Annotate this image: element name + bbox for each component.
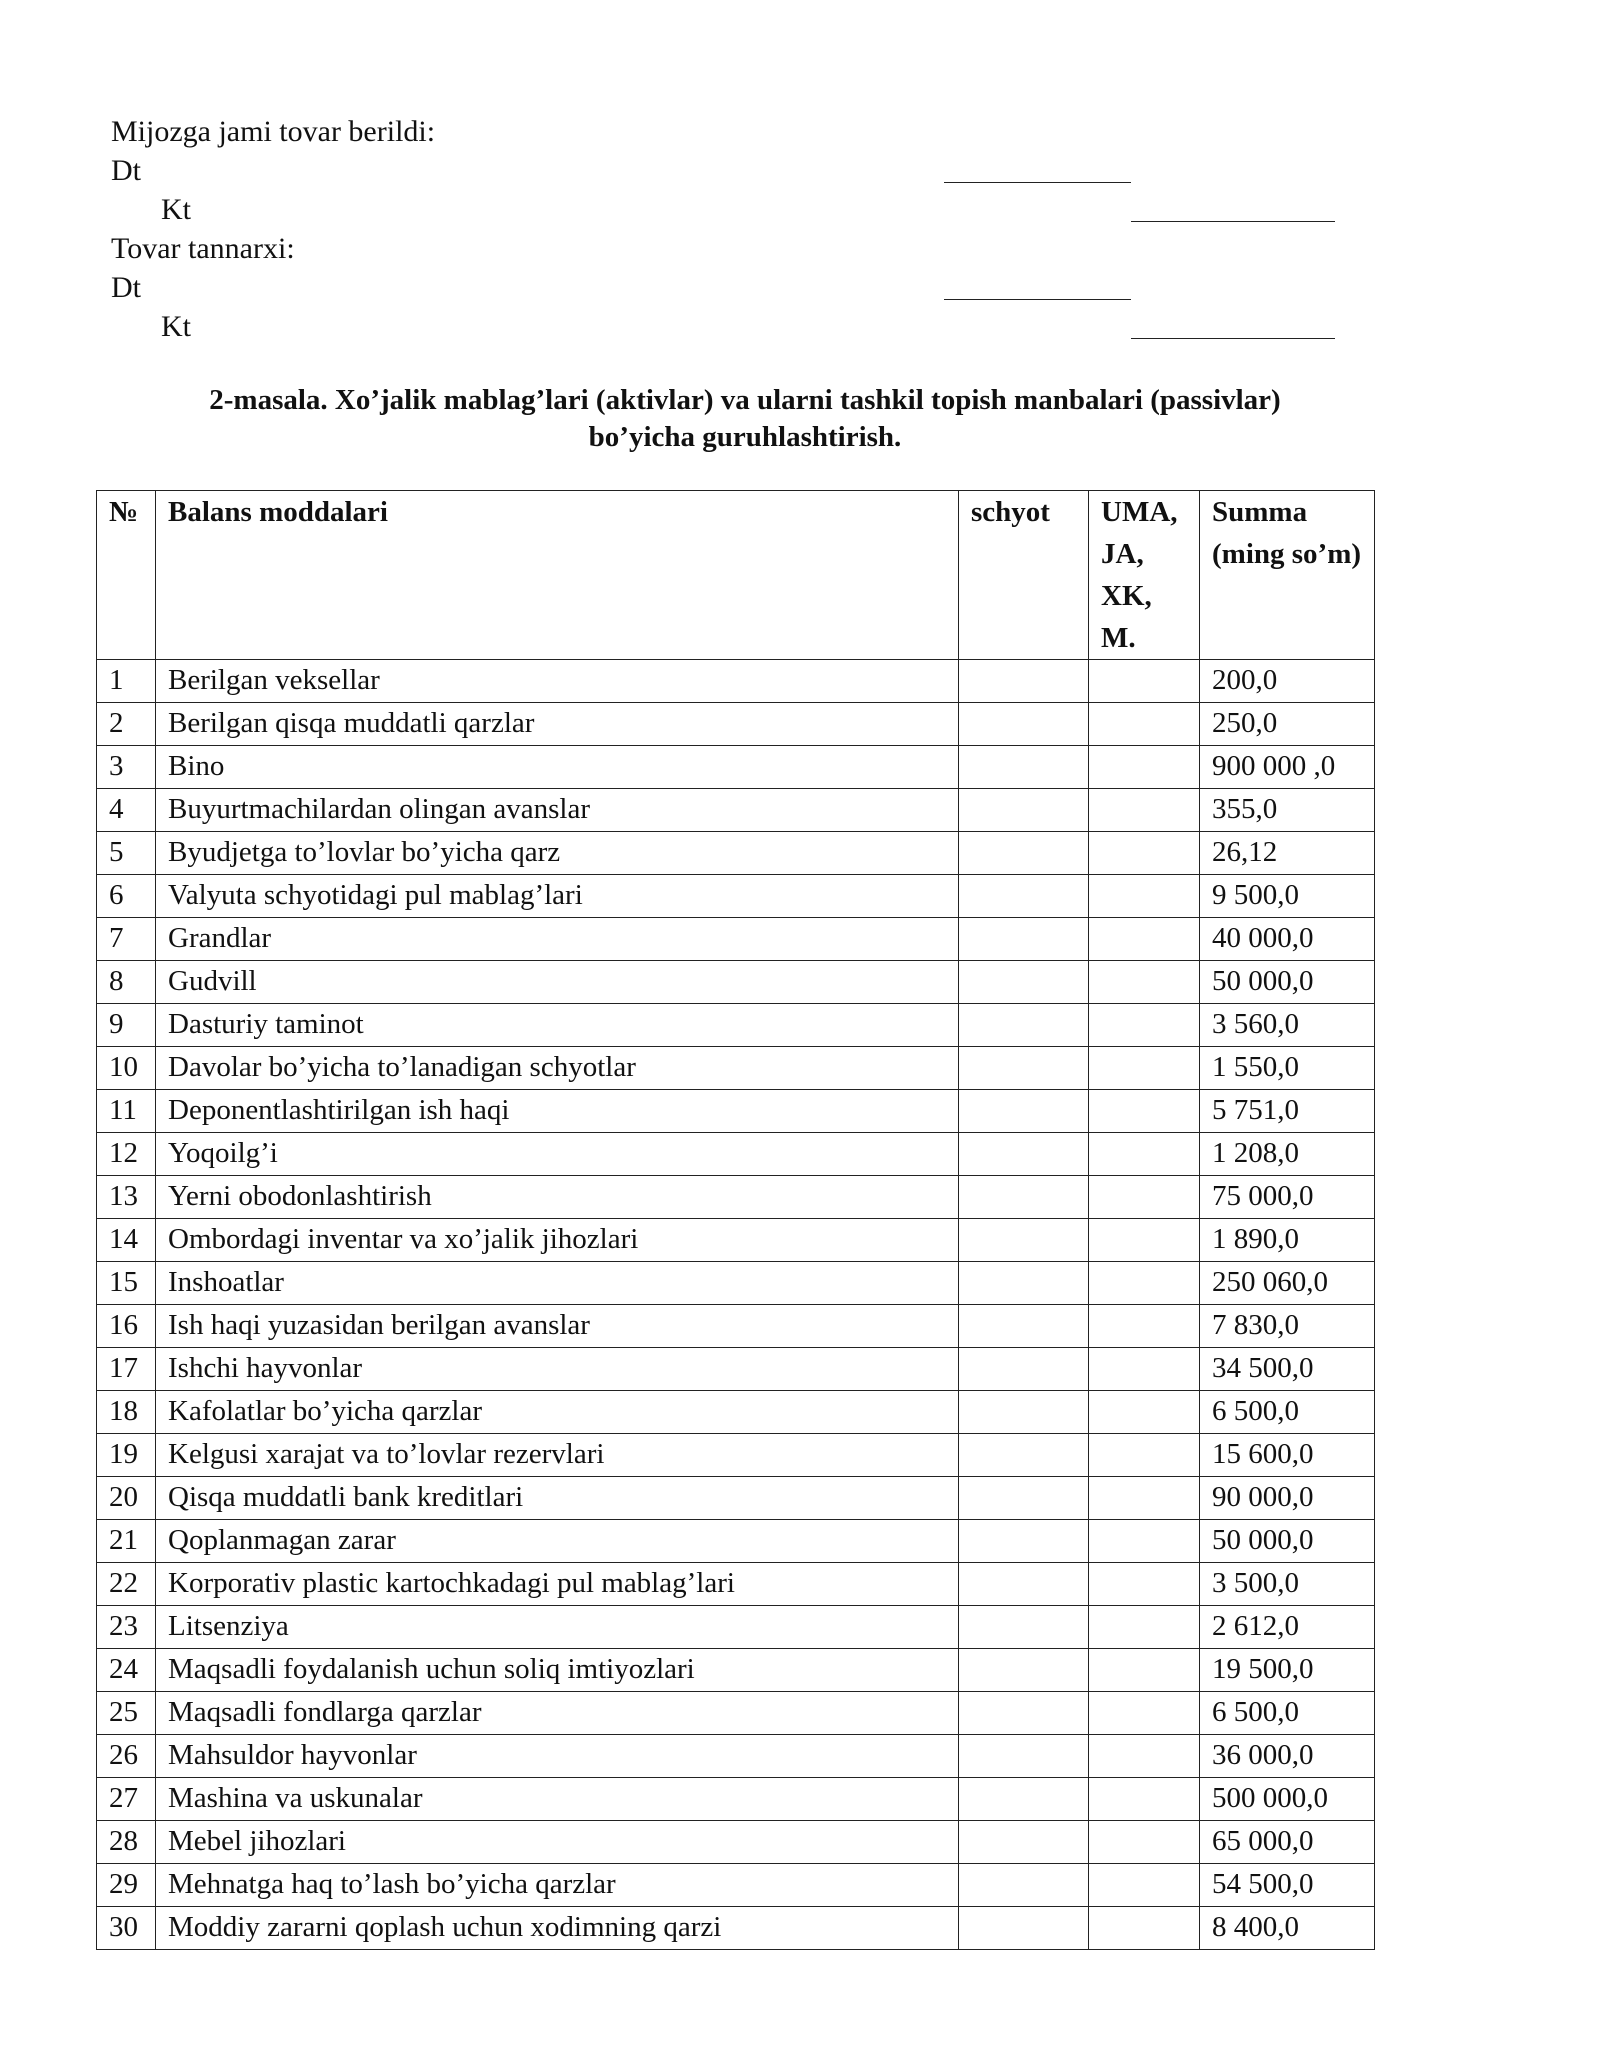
- row-category-cell[interactable]: [1089, 1907, 1200, 1950]
- table-row: [97, 1262, 1375, 1305]
- row-sum-cell: 50 000,0: [1200, 1520, 1375, 1563]
- row-sum-cell: 36 000,0: [1200, 1735, 1375, 1778]
- row-account-cell[interactable]: [959, 1606, 1089, 1649]
- row-category-cell[interactable]: [1089, 1778, 1200, 1821]
- row-account-cell[interactable]: [959, 1907, 1089, 1950]
- table-row: [97, 1821, 1375, 1864]
- row-sum-cell: 50 000,0: [1200, 961, 1375, 1004]
- row-item-name-cell: Yoqoilg’i: [156, 1133, 959, 1176]
- journal-entries: [111, 112, 1361, 346]
- row-number-cell: 28: [97, 1821, 156, 1864]
- row-category-cell[interactable]: [1089, 832, 1200, 875]
- row-number-cell: 10: [97, 1047, 156, 1090]
- row-category-cell[interactable]: [1089, 1391, 1200, 1434]
- row-sum-cell: 3 560,0: [1200, 1004, 1375, 1047]
- row-account-cell[interactable]: [959, 1262, 1089, 1305]
- row-number-cell: 29: [97, 1864, 156, 1907]
- row-item-name-cell: Korporativ plastic kartochkadagi pul mablag’lari: [156, 1563, 959, 1606]
- entry-credit-line-2: [111, 307, 1361, 346]
- task-title-line-2: bo’yicha guruhlashtirish.: [588, 421, 902, 453]
- balance-items-table: [96, 490, 1375, 1950]
- credit-label: Kt: [161, 193, 191, 226]
- row-item-name-cell: Qisqa muddatli bank kreditlari: [156, 1477, 959, 1520]
- entry-debit-line: [111, 151, 1361, 190]
- row-item-name-cell: Inshoatlar: [156, 1262, 959, 1305]
- table-header-row: [97, 491, 1375, 660]
- table-row: [97, 1907, 1375, 1950]
- row-category-cell[interactable]: [1089, 1520, 1200, 1563]
- row-category-cell[interactable]: [1089, 1090, 1200, 1133]
- table-row: [97, 1391, 1375, 1434]
- row-account-cell[interactable]: [959, 789, 1089, 832]
- table-row: [97, 703, 1375, 746]
- row-category-cell[interactable]: [1089, 1821, 1200, 1864]
- row-item-name-cell: Deponentlashtirilgan ish haqi: [156, 1090, 959, 1133]
- row-account-cell[interactable]: [959, 961, 1089, 1004]
- table-row: [97, 746, 1375, 789]
- row-account-cell[interactable]: [959, 1004, 1089, 1047]
- entry-heading-cost-of-goods: [111, 229, 1361, 268]
- row-sum-cell: 1 550,0: [1200, 1047, 1375, 1090]
- table-row: [97, 832, 1375, 875]
- row-number-cell: 20: [97, 1477, 156, 1520]
- table-row: [97, 1649, 1375, 1692]
- table-row: [97, 1004, 1375, 1047]
- row-number-cell: 23: [97, 1606, 156, 1649]
- header-category: UMA, JA, XK, M.: [1089, 491, 1200, 660]
- row-number-cell: 15: [97, 1262, 156, 1305]
- row-number-cell: 27: [97, 1778, 156, 1821]
- row-account-cell[interactable]: [959, 1778, 1089, 1821]
- row-account-cell[interactable]: [959, 875, 1089, 918]
- row-sum-cell: 6 500,0: [1200, 1391, 1375, 1434]
- row-item-name-cell: Gudvill: [156, 961, 959, 1004]
- header-number: №: [97, 491, 156, 660]
- row-category-cell[interactable]: [1089, 1606, 1200, 1649]
- table-row: [97, 875, 1375, 918]
- row-category-cell[interactable]: [1089, 1305, 1200, 1348]
- row-item-name-cell: Mehnatga haq to’lash bo’yicha qarzlar: [156, 1864, 959, 1907]
- table-row: [97, 918, 1375, 961]
- row-number-cell: 17: [97, 1348, 156, 1391]
- row-account-cell[interactable]: [959, 832, 1089, 875]
- row-item-name-cell: Ombordagi inventar va xo’jalik jihozlari: [156, 1219, 959, 1262]
- table-row: [97, 660, 1375, 703]
- row-category-cell[interactable]: [1089, 1649, 1200, 1692]
- credit-label-2: Kt: [161, 310, 191, 343]
- table-row: [97, 961, 1375, 1004]
- row-sum-cell: 6 500,0: [1200, 1692, 1375, 1735]
- row-category-cell[interactable]: [1089, 1692, 1200, 1735]
- row-number-cell: 21: [97, 1520, 156, 1563]
- row-category-cell[interactable]: [1089, 789, 1200, 832]
- row-sum-cell: 5 751,0: [1200, 1090, 1375, 1133]
- header-account: schyot: [959, 491, 1089, 660]
- row-category-cell[interactable]: [1089, 1348, 1200, 1391]
- row-number-cell: 14: [97, 1219, 156, 1262]
- row-category-cell[interactable]: [1089, 1176, 1200, 1219]
- entry-heading-goods-issued-text: Mijozga jami tovar berildi:: [111, 115, 436, 148]
- row-sum-cell: 7 830,0: [1200, 1305, 1375, 1348]
- row-account-cell[interactable]: [959, 1090, 1089, 1133]
- row-category-cell[interactable]: [1089, 1477, 1200, 1520]
- row-item-name-cell: Ishchi hayvonlar: [156, 1348, 959, 1391]
- row-number-cell: 8: [97, 961, 156, 1004]
- header-balance-items: Balans moddalari: [156, 491, 959, 660]
- table-row: [97, 1305, 1375, 1348]
- table-row: [97, 1735, 1375, 1778]
- row-item-name-cell: Mashina va uskunalar: [156, 1778, 959, 1821]
- row-item-name-cell: Ish haqi yuzasidan berilgan avanslar: [156, 1305, 959, 1348]
- row-number-cell: 4: [97, 789, 156, 832]
- row-sum-cell: 34 500,0: [1200, 1348, 1375, 1391]
- credit-blank-2: [1131, 338, 1335, 339]
- row-category-cell[interactable]: [1089, 961, 1200, 1004]
- row-number-cell: 3: [97, 746, 156, 789]
- row-category-cell[interactable]: [1089, 1563, 1200, 1606]
- row-category-cell[interactable]: [1089, 1434, 1200, 1477]
- debit-blank: [944, 182, 1131, 183]
- table-row: [97, 1606, 1375, 1649]
- debit-label: Dt: [111, 154, 141, 187]
- row-item-name-cell: Litsenziya: [156, 1606, 959, 1649]
- entry-heading-cost-of-goods-text: Tovar tannarxi:: [111, 232, 295, 265]
- row-category-cell[interactable]: [1089, 918, 1200, 961]
- row-sum-cell: 40 000,0: [1200, 918, 1375, 961]
- table-row: [97, 1176, 1375, 1219]
- row-sum-cell: 9 500,0: [1200, 875, 1375, 918]
- row-account-cell[interactable]: [959, 1563, 1089, 1606]
- table-row: [97, 1778, 1375, 1821]
- row-category-cell[interactable]: [1089, 1133, 1200, 1176]
- row-account-cell[interactable]: [959, 1520, 1089, 1563]
- row-item-name-cell: Maqsadli fondlarga qarzlar: [156, 1692, 959, 1735]
- row-account-cell[interactable]: [959, 1477, 1089, 1520]
- row-sum-cell: 15 600,0: [1200, 1434, 1375, 1477]
- table-row: [97, 1563, 1375, 1606]
- row-number-cell: 19: [97, 1434, 156, 1477]
- row-account-cell[interactable]: [959, 1692, 1089, 1735]
- row-number-cell: 5: [97, 832, 156, 875]
- row-account-cell[interactable]: [959, 918, 1089, 961]
- row-sum-cell: 2 612,0: [1200, 1606, 1375, 1649]
- row-account-cell[interactable]: [959, 660, 1089, 703]
- row-account-cell[interactable]: [959, 746, 1089, 789]
- row-item-name-cell: Qoplanmagan zarar: [156, 1520, 959, 1563]
- row-number-cell: 25: [97, 1692, 156, 1735]
- row-item-name-cell: Yerni obodonlashtirish: [156, 1176, 959, 1219]
- row-category-cell[interactable]: [1089, 1047, 1200, 1090]
- row-sum-cell: 1 890,0: [1200, 1219, 1375, 1262]
- row-account-cell[interactable]: [959, 1176, 1089, 1219]
- row-item-name-cell: Valyuta schyotidagi pul mablag’lari: [156, 875, 959, 918]
- row-item-name-cell: Davolar bo’yicha to’lanadigan schyotlar: [156, 1047, 959, 1090]
- row-item-name-cell: Kelgusi xarajat va to’lovlar rezervlari: [156, 1434, 959, 1477]
- row-account-cell[interactable]: [959, 1305, 1089, 1348]
- row-category-cell[interactable]: [1089, 703, 1200, 746]
- row-sum-cell: 26,12: [1200, 832, 1375, 875]
- header-sum: Summa (ming so’m): [1200, 491, 1375, 660]
- row-account-cell[interactable]: [959, 1219, 1089, 1262]
- row-number-cell: 7: [97, 918, 156, 961]
- row-number-cell: 6: [97, 875, 156, 918]
- row-sum-cell: 3 500,0: [1200, 1563, 1375, 1606]
- row-sum-cell: 900 000 ,0: [1200, 746, 1375, 789]
- row-item-name-cell: Buyurtmachilardan olingan avanslar: [156, 789, 959, 832]
- row-number-cell: 24: [97, 1649, 156, 1692]
- row-account-cell[interactable]: [959, 1434, 1089, 1477]
- row-number-cell: 26: [97, 1735, 156, 1778]
- row-number-cell: 30: [97, 1907, 156, 1950]
- row-number-cell: 12: [97, 1133, 156, 1176]
- table-row: [97, 1864, 1375, 1907]
- row-item-name-cell: Mebel jihozlari: [156, 1821, 959, 1864]
- table-row: [97, 1348, 1375, 1391]
- row-category-cell[interactable]: [1089, 1219, 1200, 1262]
- table-row: [97, 789, 1375, 832]
- row-number-cell: 2: [97, 703, 156, 746]
- row-account-cell[interactable]: [959, 703, 1089, 746]
- row-number-cell: 11: [97, 1090, 156, 1133]
- task-title-line-1: 2-masala. Xo’jalik mablag’lari (aktivlar) va ularni tashkil topish manbalari (passivlar): [209, 384, 1281, 416]
- table-row: [97, 1692, 1375, 1735]
- row-account-cell[interactable]: [959, 1348, 1089, 1391]
- row-item-name-cell: Byudjetga to’lovlar bo’yicha qarz: [156, 832, 959, 875]
- row-category-cell[interactable]: [1089, 1864, 1200, 1907]
- debit-label-2: Dt: [111, 271, 141, 304]
- row-item-name-cell: Dasturiy taminot: [156, 1004, 959, 1047]
- credit-blank: [1131, 221, 1335, 222]
- row-sum-cell: 500 000,0: [1200, 1778, 1375, 1821]
- row-sum-cell: 8 400,0: [1200, 1907, 1375, 1950]
- row-item-name-cell: Berilgan qisqa muddatli qarzlar: [156, 703, 959, 746]
- row-number-cell: 22: [97, 1563, 156, 1606]
- row-item-name-cell: Moddiy zararni qoplash uchun xodimning qarzi: [156, 1907, 959, 1950]
- table-row: [97, 1520, 1375, 1563]
- row-category-cell[interactable]: [1089, 1735, 1200, 1778]
- row-sum-cell: 250,0: [1200, 703, 1375, 746]
- entry-heading-goods-issued: [111, 112, 1361, 151]
- row-item-name-cell: Bino: [156, 746, 959, 789]
- table-row: [97, 1434, 1375, 1477]
- row-sum-cell: 19 500,0: [1200, 1649, 1375, 1692]
- row-sum-cell: 1 208,0: [1200, 1133, 1375, 1176]
- row-account-cell[interactable]: [959, 1821, 1089, 1864]
- row-account-cell[interactable]: [959, 1864, 1089, 1907]
- row-item-name-cell: Mahsuldor hayvonlar: [156, 1735, 959, 1778]
- table-body: [97, 660, 1375, 1950]
- table-row: [97, 1047, 1375, 1090]
- row-sum-cell: 75 000,0: [1200, 1176, 1375, 1219]
- row-number-cell: 9: [97, 1004, 156, 1047]
- row-number-cell: 13: [97, 1176, 156, 1219]
- row-item-name-cell: Berilgan veksellar: [156, 660, 959, 703]
- row-sum-cell: 250 060,0: [1200, 1262, 1375, 1305]
- row-category-cell[interactable]: [1089, 1262, 1200, 1305]
- debit-blank-2: [944, 299, 1131, 300]
- row-item-name-cell: Maqsadli foydalanish uchun soliq imtiyozlari: [156, 1649, 959, 1692]
- table-row: [97, 1133, 1375, 1176]
- row-category-cell[interactable]: [1089, 746, 1200, 789]
- row-category-cell[interactable]: [1089, 660, 1200, 703]
- row-account-cell[interactable]: [959, 1649, 1089, 1692]
- row-number-cell: 18: [97, 1391, 156, 1434]
- row-sum-cell: 200,0: [1200, 660, 1375, 703]
- row-category-cell[interactable]: [1089, 1004, 1200, 1047]
- table-row: [97, 1477, 1375, 1520]
- row-sum-cell: 65 000,0: [1200, 1821, 1375, 1864]
- row-account-cell[interactable]: [959, 1047, 1089, 1090]
- row-item-name-cell: Kafolatlar bo’yicha qarzlar: [156, 1391, 959, 1434]
- row-account-cell[interactable]: [959, 1133, 1089, 1176]
- entry-debit-line-2: [111, 268, 1361, 307]
- row-account-cell[interactable]: [959, 1735, 1089, 1778]
- row-number-cell: 1: [97, 660, 156, 703]
- row-sum-cell: 90 000,0: [1200, 1477, 1375, 1520]
- table-row: [97, 1090, 1375, 1133]
- entry-credit-line: [111, 190, 1361, 229]
- row-sum-cell: 54 500,0: [1200, 1864, 1375, 1907]
- row-category-cell[interactable]: [1089, 875, 1200, 918]
- row-item-name-cell: Grandlar: [156, 918, 959, 961]
- row-account-cell[interactable]: [959, 1391, 1089, 1434]
- task-title: [120, 382, 1370, 456]
- row-number-cell: 16: [97, 1305, 156, 1348]
- row-sum-cell: 355,0: [1200, 789, 1375, 832]
- table-row: [97, 1219, 1375, 1262]
